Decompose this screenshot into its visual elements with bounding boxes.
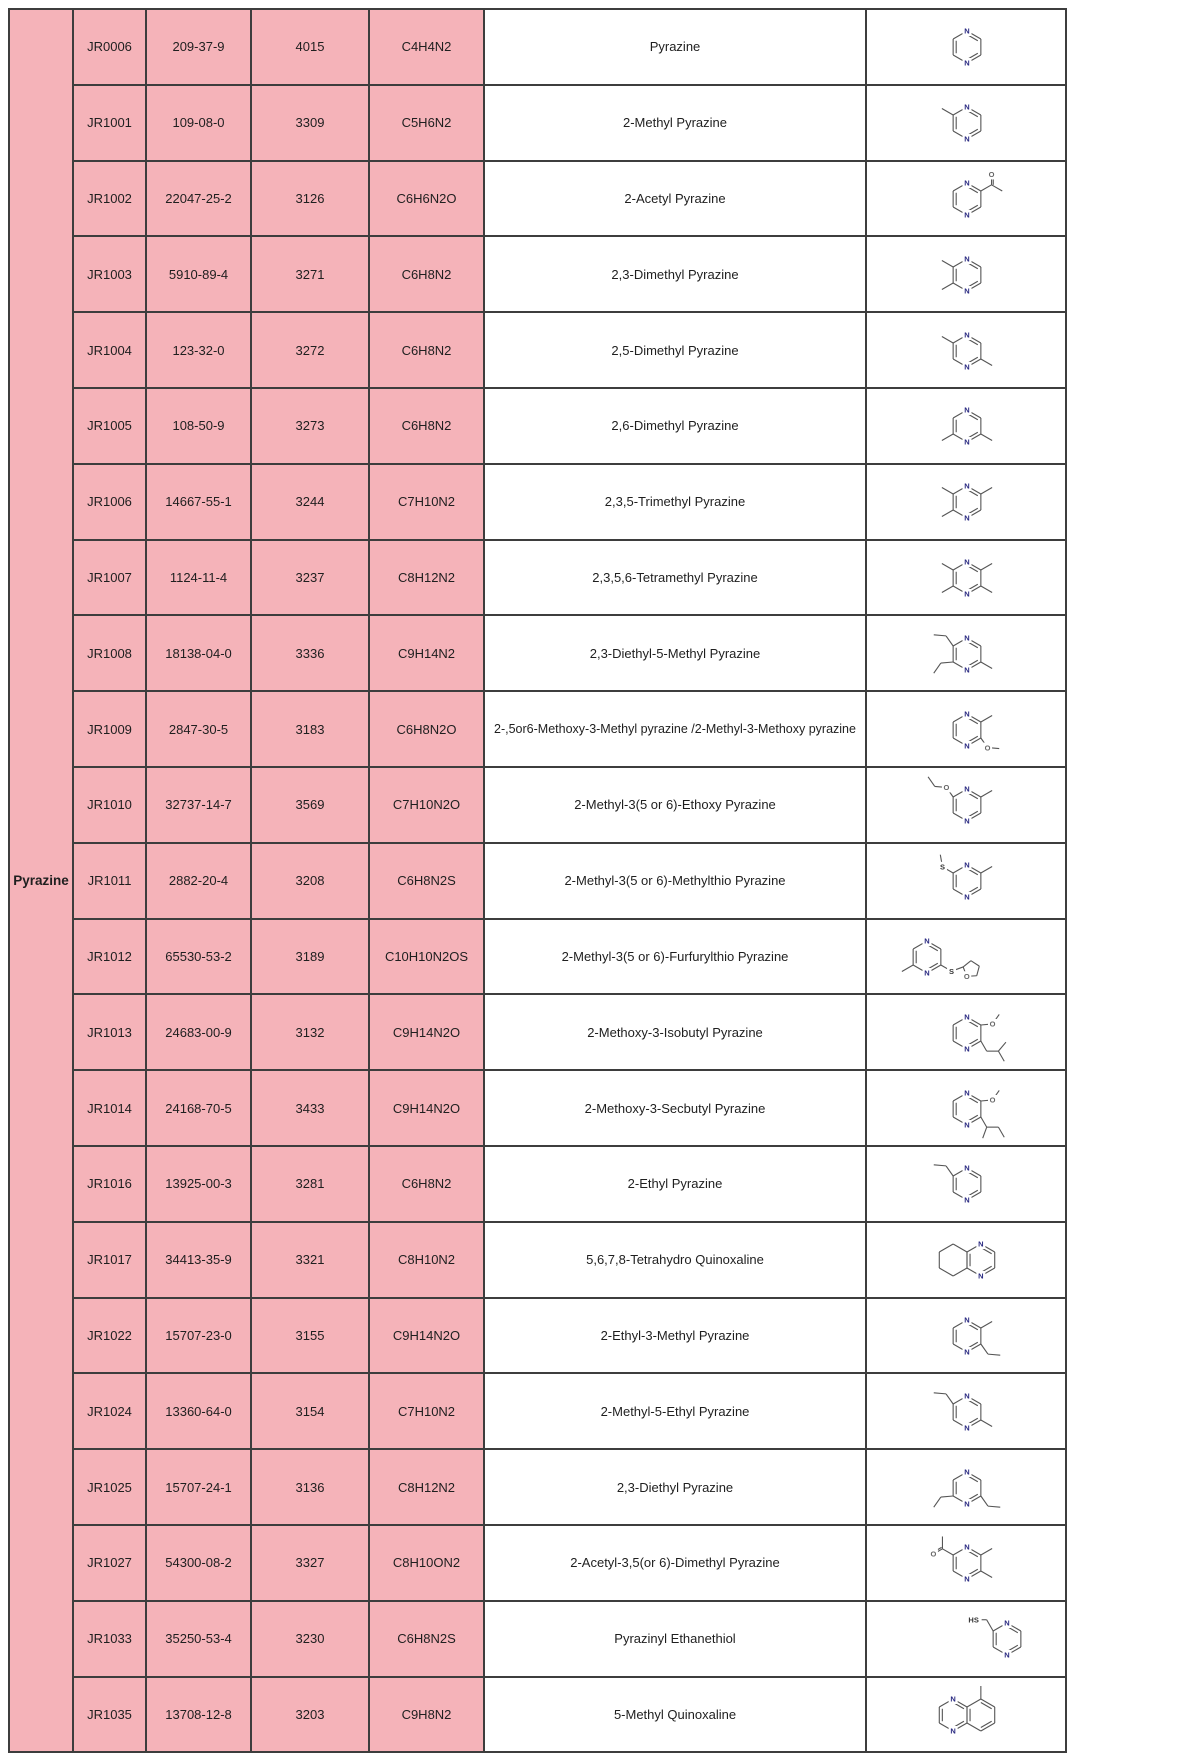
cell-product-code: JR1009 bbox=[74, 692, 147, 768]
structure-JR1001 bbox=[867, 86, 1065, 159]
svg-text:N: N bbox=[964, 1543, 970, 1553]
cell-product-name: 2,3-Dimethyl Pyrazine bbox=[485, 237, 867, 313]
cell-product-code: JR1010 bbox=[74, 768, 147, 844]
structure-JR1010 bbox=[867, 768, 1065, 841]
cell-fema-number: 3132 bbox=[252, 995, 370, 1071]
cell-product-code: JR1027 bbox=[74, 1526, 147, 1602]
structure-JR1002 bbox=[867, 162, 1065, 235]
cell-product-name: 2-Acetyl-3,5(or 6)-Dimethyl Pyrazine bbox=[485, 1526, 867, 1602]
svg-text:N: N bbox=[978, 1271, 984, 1281]
cell-structure bbox=[867, 10, 1067, 86]
svg-text:N: N bbox=[924, 936, 930, 946]
svg-text:N: N bbox=[964, 665, 970, 675]
cell-product-name: 2-,5or6-Methoxy-3-Methyl pyrazine /2-Methyl-3-Methoxy pyrazine bbox=[485, 692, 867, 768]
structure-JR1003 bbox=[867, 238, 1065, 311]
structure-JR1027 bbox=[867, 1526, 1065, 1599]
svg-text:N: N bbox=[964, 330, 970, 340]
svg-text:N: N bbox=[964, 589, 970, 599]
svg-text:N: N bbox=[1004, 1618, 1010, 1628]
svg-text:N: N bbox=[964, 1120, 970, 1130]
cell-molecular-formula: C6H8N2S bbox=[370, 1602, 485, 1678]
cell-molecular-formula: C6H8N2O bbox=[370, 692, 485, 768]
cell-product-name: 2-Acetyl Pyrazine bbox=[485, 162, 867, 238]
structure-JR1025 bbox=[867, 1451, 1065, 1524]
cell-fema-number: 3126 bbox=[252, 162, 370, 238]
svg-text:N: N bbox=[964, 1391, 970, 1401]
cell-structure bbox=[867, 389, 1067, 465]
cell-cas-number: 13360-64-0 bbox=[147, 1374, 252, 1450]
structure-JR1007 bbox=[867, 541, 1065, 614]
cell-product-name: 2,6-Dimethyl Pyrazine bbox=[485, 389, 867, 465]
svg-text:N: N bbox=[964, 362, 970, 372]
cell-product-code: JR1004 bbox=[74, 313, 147, 389]
svg-text:O: O bbox=[988, 170, 995, 180]
cell-fema-number: 3272 bbox=[252, 313, 370, 389]
svg-text:N: N bbox=[950, 1694, 956, 1704]
svg-text:N: N bbox=[964, 1499, 970, 1509]
cell-product-code: JR1035 bbox=[74, 1678, 147, 1754]
cell-product-name: 2-Ethyl-3-Methyl Pyrazine bbox=[485, 1299, 867, 1375]
cell-fema-number: 3183 bbox=[252, 692, 370, 768]
cell-cas-number: 15707-23-0 bbox=[147, 1299, 252, 1375]
cell-structure bbox=[867, 1450, 1067, 1526]
structure-JR1022 bbox=[867, 1299, 1065, 1372]
cell-structure bbox=[867, 1147, 1067, 1223]
svg-text:N: N bbox=[964, 1044, 970, 1054]
structure-JR1016 bbox=[867, 1147, 1065, 1220]
cell-structure bbox=[867, 1602, 1067, 1678]
cell-cas-number: 22047-25-2 bbox=[147, 162, 252, 238]
structure-JR1006 bbox=[867, 465, 1065, 538]
svg-text:N: N bbox=[964, 741, 970, 751]
cell-product-code: JR1012 bbox=[74, 920, 147, 996]
cell-fema-number: 3237 bbox=[252, 541, 370, 617]
svg-text:N: N bbox=[964, 1423, 970, 1433]
svg-text:N: N bbox=[964, 481, 970, 491]
cell-product-name: 2,3,5,6-Tetramethyl Pyrazine bbox=[485, 541, 867, 617]
cell-product-code: JR1008 bbox=[74, 616, 147, 692]
cell-product-code: JR1013 bbox=[74, 995, 147, 1071]
cell-molecular-formula: C6H6N2O bbox=[370, 162, 485, 238]
cell-product-code: JR1017 bbox=[74, 1223, 147, 1299]
cell-fema-number: 3309 bbox=[252, 86, 370, 162]
cell-molecular-formula: C10H10N2OS bbox=[370, 920, 485, 996]
cell-product-name: 2-Methyl-5-Ethyl Pyrazine bbox=[485, 1374, 867, 1450]
category-label: Pyrazine bbox=[10, 10, 74, 1753]
svg-text:N: N bbox=[978, 1239, 984, 1249]
cell-product-code: JR1001 bbox=[74, 86, 147, 162]
svg-text:N: N bbox=[964, 286, 970, 296]
cell-molecular-formula: C8H12N2 bbox=[370, 1450, 485, 1526]
cell-molecular-formula: C8H12N2 bbox=[370, 541, 485, 617]
structure-JR1035 bbox=[867, 1678, 1065, 1751]
cell-fema-number: 3208 bbox=[252, 844, 370, 920]
cell-fema-number: 3273 bbox=[252, 389, 370, 465]
structure-JR1011 bbox=[867, 844, 1065, 917]
cell-cas-number: 24168-70-5 bbox=[147, 1071, 252, 1147]
cell-product-name: 2-Methyl-3(5 or 6)-Methylthio Pyrazine bbox=[485, 844, 867, 920]
cell-structure bbox=[867, 692, 1067, 768]
cell-molecular-formula: C6H8N2 bbox=[370, 237, 485, 313]
svg-text:N: N bbox=[964, 1012, 970, 1022]
cell-cas-number: 24683-00-9 bbox=[147, 995, 252, 1071]
cell-cas-number: 13925-00-3 bbox=[147, 1147, 252, 1223]
cell-cas-number: 209-37-9 bbox=[147, 10, 252, 86]
cell-molecular-formula: C6H8N2 bbox=[370, 1147, 485, 1223]
svg-text:N: N bbox=[964, 709, 970, 719]
cell-product-code: JR1011 bbox=[74, 844, 147, 920]
cell-molecular-formula: C6H8N2 bbox=[370, 389, 485, 465]
svg-text:O: O bbox=[943, 783, 950, 793]
cell-structure bbox=[867, 1071, 1067, 1147]
cell-molecular-formula: C9H14N2 bbox=[370, 616, 485, 692]
cell-molecular-formula: C9H14N2O bbox=[370, 1071, 485, 1147]
structure-JR1008 bbox=[867, 617, 1065, 690]
structure-JR1024 bbox=[867, 1375, 1065, 1448]
svg-text:N: N bbox=[964, 892, 970, 902]
svg-text:N: N bbox=[964, 557, 970, 567]
svg-text:N: N bbox=[964, 254, 970, 264]
cell-molecular-formula: C8H10N2 bbox=[370, 1223, 485, 1299]
cell-cas-number: 54300-08-2 bbox=[147, 1526, 252, 1602]
cell-molecular-formula: C5H6N2 bbox=[370, 86, 485, 162]
cell-cas-number: 65530-53-2 bbox=[147, 920, 252, 996]
svg-text:N: N bbox=[964, 178, 970, 188]
svg-text:N: N bbox=[964, 1196, 970, 1206]
cell-product-code: JR0006 bbox=[74, 10, 147, 86]
cell-fema-number: 3336 bbox=[252, 616, 370, 692]
cell-cas-number: 13708-12-8 bbox=[147, 1678, 252, 1754]
cell-structure bbox=[867, 844, 1067, 920]
cell-cas-number: 32737-14-7 bbox=[147, 768, 252, 844]
svg-text:S: S bbox=[939, 862, 945, 872]
cell-product-name: 2-Methoxy-3-Isobutyl Pyrazine bbox=[485, 995, 867, 1071]
structure-JR1004 bbox=[867, 314, 1065, 387]
cell-product-name: Pyrazine bbox=[485, 10, 867, 86]
cell-cas-number: 14667-55-1 bbox=[147, 465, 252, 541]
cell-structure bbox=[867, 1526, 1067, 1602]
cell-product-name: 2-Methyl-3(5 or 6)-Furfurylthio Pyrazine bbox=[485, 920, 867, 996]
cell-product-code: JR1025 bbox=[74, 1450, 147, 1526]
svg-text:N: N bbox=[964, 513, 970, 523]
cell-molecular-formula: C8H10ON2 bbox=[370, 1526, 485, 1602]
structure-JR1012 bbox=[867, 920, 1065, 993]
cell-molecular-formula: C9H14N2O bbox=[370, 995, 485, 1071]
svg-text:N: N bbox=[964, 102, 970, 112]
svg-text:N: N bbox=[964, 406, 970, 416]
svg-text:N: N bbox=[964, 210, 970, 220]
cell-cas-number: 18138-04-0 bbox=[147, 616, 252, 692]
cell-fema-number: 3189 bbox=[252, 920, 370, 996]
svg-text:N: N bbox=[964, 1088, 970, 1098]
cell-product-name: 2,3,5-Trimethyl Pyrazine bbox=[485, 465, 867, 541]
cell-product-code: JR1006 bbox=[74, 465, 147, 541]
cell-product-name: 2,3-Diethyl Pyrazine bbox=[485, 1450, 867, 1526]
cell-structure bbox=[867, 616, 1067, 692]
cell-product-name: 5-Methyl Quinoxaline bbox=[485, 1678, 867, 1754]
cell-product-code: JR1024 bbox=[74, 1374, 147, 1450]
svg-text:O: O bbox=[984, 742, 991, 752]
cell-fema-number: 3569 bbox=[252, 768, 370, 844]
cell-product-name: Pyrazinyl Ethanethiol bbox=[485, 1602, 867, 1678]
svg-text:N: N bbox=[964, 633, 970, 643]
cell-molecular-formula: C7H10N2 bbox=[370, 465, 485, 541]
cell-cas-number: 123-32-0 bbox=[147, 313, 252, 389]
cell-structure bbox=[867, 1223, 1067, 1299]
cell-product-code: JR1033 bbox=[74, 1602, 147, 1678]
svg-text:O: O bbox=[989, 1019, 996, 1029]
cell-cas-number: 2882-20-4 bbox=[147, 844, 252, 920]
cell-fema-number: 3244 bbox=[252, 465, 370, 541]
structure-JR1017 bbox=[867, 1223, 1065, 1296]
svg-text:N: N bbox=[924, 968, 930, 978]
cell-cas-number: 35250-53-4 bbox=[147, 1602, 252, 1678]
cell-product-code: JR1014 bbox=[74, 1071, 147, 1147]
structure-JR1005 bbox=[867, 389, 1065, 462]
cell-product-code: JR1005 bbox=[74, 389, 147, 465]
cell-fema-number: 3230 bbox=[252, 1602, 370, 1678]
cell-fema-number: 3203 bbox=[252, 1678, 370, 1754]
svg-text:N: N bbox=[964, 27, 970, 37]
cell-molecular-formula: C9H8N2 bbox=[370, 1678, 485, 1754]
svg-text:N: N bbox=[950, 1726, 956, 1736]
cell-fema-number: 3281 bbox=[252, 1147, 370, 1223]
svg-text:N: N bbox=[964, 134, 970, 144]
svg-text:HS: HS bbox=[968, 1615, 979, 1625]
svg-text:N: N bbox=[964, 1315, 970, 1325]
svg-text:N: N bbox=[964, 785, 970, 795]
cell-structure bbox=[867, 920, 1067, 996]
cell-cas-number: 109-08-0 bbox=[147, 86, 252, 162]
cell-structure bbox=[867, 1374, 1067, 1450]
cell-product-code: JR1007 bbox=[74, 541, 147, 617]
svg-text:N: N bbox=[964, 59, 970, 69]
cell-structure bbox=[867, 162, 1067, 238]
svg-text:N: N bbox=[964, 438, 970, 448]
cell-structure bbox=[867, 86, 1067, 162]
structure-JR1009 bbox=[867, 693, 1065, 766]
cell-molecular-formula: C6H8N2 bbox=[370, 313, 485, 389]
cell-fema-number: 3136 bbox=[252, 1450, 370, 1526]
svg-text:N: N bbox=[964, 1164, 970, 1174]
cell-product-name: 5,6,7,8-Tetrahydro Quinoxaline bbox=[485, 1223, 867, 1299]
cell-product-code: JR1002 bbox=[74, 162, 147, 238]
cell-molecular-formula: C4H4N2 bbox=[370, 10, 485, 86]
cell-cas-number: 108-50-9 bbox=[147, 389, 252, 465]
structure-JR1014 bbox=[867, 1072, 1065, 1145]
svg-text:O: O bbox=[963, 971, 970, 981]
svg-text:S: S bbox=[949, 966, 955, 976]
cell-molecular-formula: C7H10N2 bbox=[370, 1374, 485, 1450]
cell-cas-number: 2847-30-5 bbox=[147, 692, 252, 768]
cell-fema-number: 4015 bbox=[252, 10, 370, 86]
cell-product-code: JR1022 bbox=[74, 1299, 147, 1375]
cell-product-code: JR1016 bbox=[74, 1147, 147, 1223]
structure-JR1013 bbox=[867, 996, 1065, 1069]
cell-product-name: 2-Methoxy-3-Secbutyl Pyrazine bbox=[485, 1071, 867, 1147]
cell-molecular-formula: C6H8N2S bbox=[370, 844, 485, 920]
cell-fema-number: 3433 bbox=[252, 1071, 370, 1147]
cell-structure bbox=[867, 237, 1067, 313]
svg-text:N: N bbox=[964, 817, 970, 827]
structure-JR1033 bbox=[867, 1602, 1065, 1675]
cell-cas-number: 5910-89-4 bbox=[147, 237, 252, 313]
cell-product-name: 2,5-Dimethyl Pyrazine bbox=[485, 313, 867, 389]
cell-structure bbox=[867, 541, 1067, 617]
cell-product-name: 2-Ethyl Pyrazine bbox=[485, 1147, 867, 1223]
svg-text:N: N bbox=[964, 1347, 970, 1357]
cell-structure bbox=[867, 1678, 1067, 1754]
cell-cas-number: 1124-11-4 bbox=[147, 541, 252, 617]
cell-product-name: 2-Methyl-3(5 or 6)-Ethoxy Pyrazine bbox=[485, 768, 867, 844]
cell-fema-number: 3321 bbox=[252, 1223, 370, 1299]
svg-text:N: N bbox=[964, 860, 970, 870]
cell-cas-number: 34413-35-9 bbox=[147, 1223, 252, 1299]
cell-fema-number: 3154 bbox=[252, 1374, 370, 1450]
cell-structure bbox=[867, 995, 1067, 1071]
cell-cas-number: 15707-24-1 bbox=[147, 1450, 252, 1526]
cell-fema-number: 3155 bbox=[252, 1299, 370, 1375]
cell-structure bbox=[867, 313, 1067, 389]
cell-fema-number: 3271 bbox=[252, 237, 370, 313]
structure-JR0006 bbox=[867, 10, 1065, 83]
cell-structure bbox=[867, 465, 1067, 541]
cell-product-name: 2-Methyl Pyrazine bbox=[485, 86, 867, 162]
svg-text:N: N bbox=[964, 1467, 970, 1477]
cell-product-code: JR1003 bbox=[74, 237, 147, 313]
cell-fema-number: 3327 bbox=[252, 1526, 370, 1602]
cell-molecular-formula: C7H10N2O bbox=[370, 768, 485, 844]
svg-text:N: N bbox=[964, 1575, 970, 1585]
svg-text:N: N bbox=[1004, 1650, 1010, 1660]
cell-structure bbox=[867, 1299, 1067, 1375]
pyrazine-product-table bbox=[8, 8, 1067, 1753]
cell-molecular-formula: C9H14N2O bbox=[370, 1299, 485, 1375]
cell-product-name: 2,3-Diethyl-5-Methyl Pyrazine bbox=[485, 616, 867, 692]
cell-structure bbox=[867, 768, 1067, 844]
svg-text:O: O bbox=[989, 1095, 996, 1105]
svg-text:O: O bbox=[930, 1550, 937, 1560]
